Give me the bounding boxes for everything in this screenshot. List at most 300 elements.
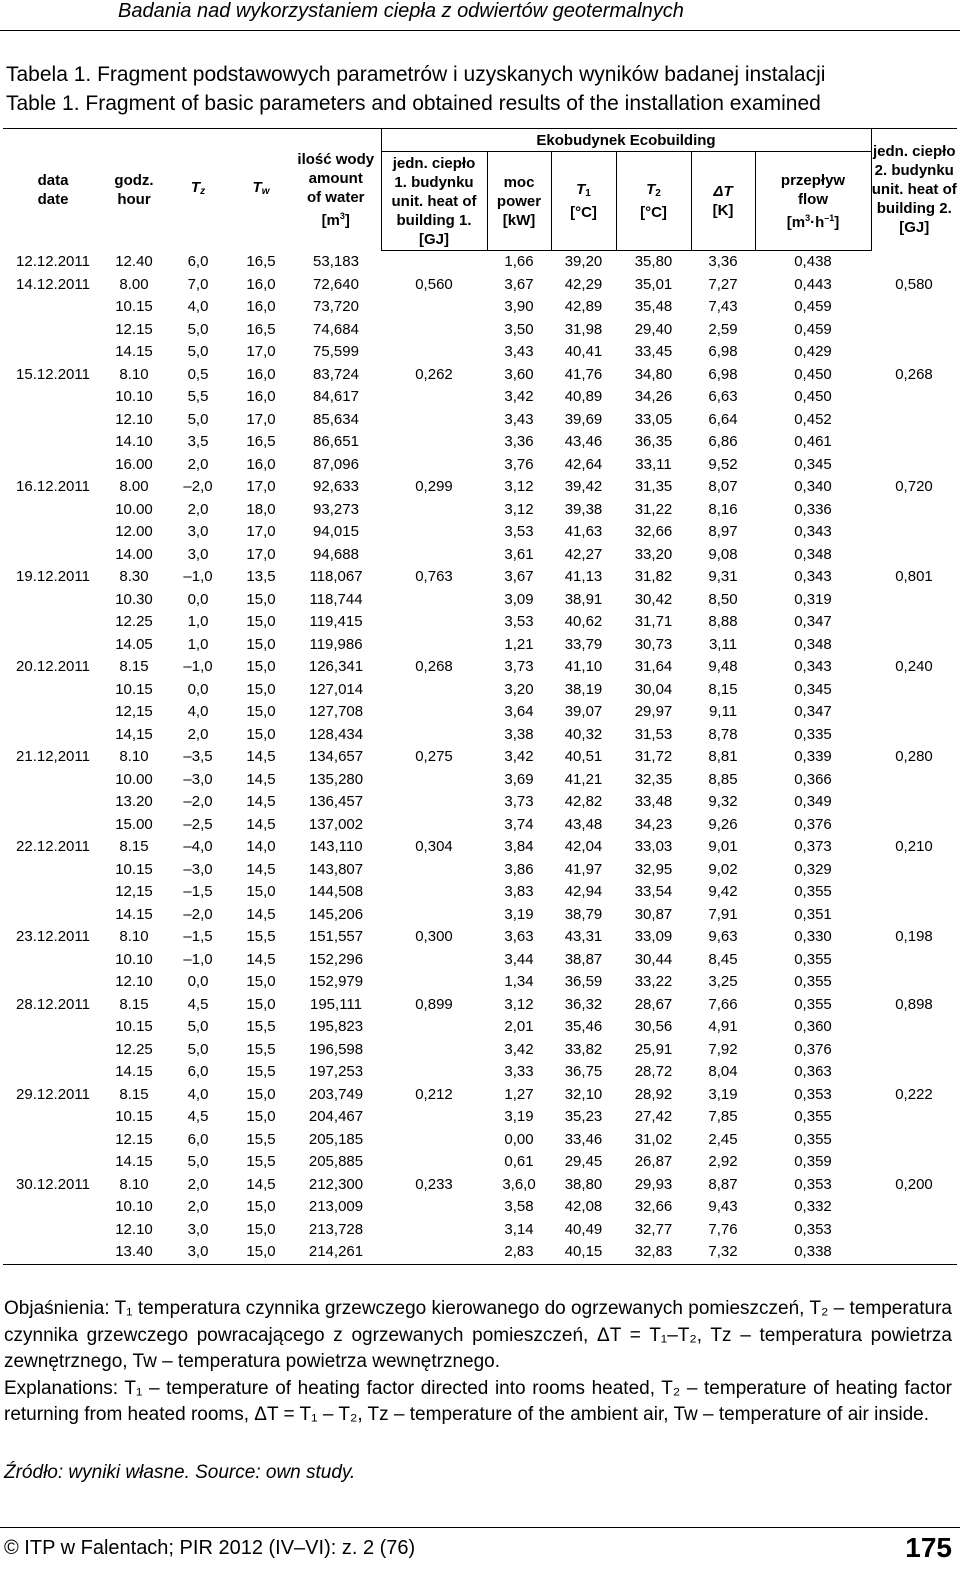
cell-tz: 3,0 — [187, 545, 209, 563]
cell-tw: 14,5 — [246, 1175, 276, 1193]
cell-flow: 0,438 — [794, 253, 832, 270]
cell-heat1: 0,304 — [415, 838, 453, 855]
cell-hour: 8.15 — [119, 838, 149, 855]
cell-dt: 7,91 — [708, 905, 738, 923]
cell-tz: 3,5 — [187, 433, 209, 450]
cell-tz: 2,0 — [187, 725, 209, 743]
cell-power: 3,58 — [504, 1198, 534, 1215]
cell-tz: –2,0 — [183, 793, 213, 810]
cell-heat2 — [871, 1061, 957, 1084]
cell-date — [3, 679, 103, 702]
table-row — [3, 1106, 957, 1129]
cell-t1: 35,46 — [564, 1018, 603, 1035]
cell-tz: 5,0 — [187, 1040, 209, 1058]
cell-power: 3,53 — [504, 613, 534, 630]
cell-t1: 39,38 — [564, 500, 603, 518]
cell-heat1: 0,262 — [415, 365, 453, 383]
table-row — [3, 656, 957, 679]
cell-t1: 29,45 — [564, 1153, 603, 1170]
table-row — [3, 769, 957, 792]
cell-power: 3,44 — [504, 950, 534, 968]
cell-water: 84,617 — [313, 388, 359, 405]
cell-tz: 5,0 — [187, 410, 209, 428]
cell-water: 87,096 — [313, 455, 359, 473]
cell-water: 213,728 — [308, 1220, 364, 1238]
cell-tw: 15,0 — [246, 725, 276, 743]
cell-water: 205,185 — [308, 1130, 364, 1148]
cell-heat1 — [381, 1151, 487, 1174]
cell-hour: 12,15 — [115, 703, 153, 720]
cell-flow: 0,360 — [794, 1018, 832, 1035]
cell-water: 83,724 — [313, 365, 359, 383]
cell-heat1: 0,763 — [415, 568, 453, 585]
cell-tw: 15,0 — [246, 590, 276, 608]
cell-date: 28.12.2011 — [16, 995, 90, 1013]
cell-water: 119,415 — [309, 613, 363, 630]
cell-t1: 40,41 — [564, 343, 603, 360]
cell-date — [3, 814, 103, 837]
cell-water: 197,253 — [308, 1063, 364, 1080]
cell-power: 3,53 — [504, 523, 534, 540]
cell-hour: 10.30 — [115, 590, 153, 608]
cell-hour: 8.10 — [119, 928, 149, 945]
cell-water: 212,300 — [308, 1175, 364, 1193]
cell-flow: 0,319 — [794, 590, 832, 608]
cell-hour: 8.15 — [119, 658, 149, 675]
cell-t2: 34,23 — [634, 815, 673, 833]
explanations-en: Explanations: T₁ – temperature of heating factor directed into rooms heated, T₂ – temperature of heating factor returning from heated rooms, ΔT = T₁ – T₂, Tz – temperature of the ambient air, Tw – temperature of air inside. — [4, 1377, 952, 1425]
cell-power: 3,43 — [504, 410, 534, 428]
cell-heat1 — [381, 814, 487, 837]
table-row — [3, 296, 957, 319]
cell-flow: 0,349 — [794, 793, 832, 810]
cell-tw: 16,5 — [246, 252, 276, 270]
cell-tz: 2,0 — [187, 1175, 209, 1193]
cell-heat2: 0,222 — [895, 1085, 933, 1103]
table-row — [3, 1039, 957, 1062]
cell-flow: 0,353 — [794, 1085, 832, 1103]
cell-hour: 14.15 — [115, 343, 153, 360]
cell-tz: 6,0 — [187, 1063, 209, 1080]
cell-dt: 6,98 — [708, 343, 738, 360]
cell-heat1 — [381, 1039, 487, 1062]
table-row — [3, 476, 957, 499]
cell-power: 3,42 — [504, 748, 534, 765]
cell-heat2 — [871, 814, 957, 837]
cell-dt: 3,25 — [708, 973, 738, 990]
cell-tz: 4,5 — [187, 1108, 209, 1125]
cell-heat1 — [381, 904, 487, 927]
cell-t1: 41,97 — [564, 860, 603, 878]
cell-dt: 7,32 — [691, 1241, 755, 1264]
cell-tw: 14,5 — [246, 770, 276, 788]
cell-flow: 0,366 — [794, 770, 832, 788]
cell-dt: 3,11 — [708, 635, 738, 653]
cell-tw: 15,5 — [246, 928, 276, 945]
table-row — [3, 1219, 957, 1242]
cell-t2: 30,42 — [634, 590, 673, 608]
cell-date: 21.12,2011 — [16, 748, 90, 765]
cell-power: 3,67 — [504, 568, 534, 585]
col-flow-header: przepływ flow $[m^3\cdot h^{-1}]$ — [755, 152, 871, 251]
cell-heat2 — [871, 544, 957, 567]
cell-dt: 9,11 — [708, 703, 738, 720]
cell-hour: 16.00 — [115, 455, 153, 473]
cell-flow: 0,359 — [794, 1153, 832, 1170]
cell-heat1 — [381, 611, 487, 634]
col-dt-header: ΔT [K] — [691, 152, 755, 251]
cell-hour: 15.00 — [115, 815, 153, 833]
cell-date — [3, 949, 103, 972]
cell-tw: 14,0 — [246, 838, 276, 855]
table-row — [3, 1241, 957, 1264]
cell-hour: 12.25 — [115, 1040, 153, 1058]
cell-t2: 31,71 — [634, 613, 673, 630]
cell-water: 127,708 — [308, 703, 364, 720]
cell-date — [3, 859, 103, 882]
cell-dt: 8,88 — [708, 613, 738, 630]
cell-flow: 0,338 — [755, 1241, 871, 1264]
cell-flow: 0,459 — [794, 320, 832, 338]
cell-t1: 35,23 — [564, 1108, 603, 1125]
table-row — [3, 1016, 957, 1039]
table-row — [3, 679, 957, 702]
cell-heat1 — [381, 521, 487, 544]
cell-power: 3,12 — [504, 478, 534, 495]
table-row — [3, 746, 957, 769]
cell-tz: –2,0 — [183, 905, 213, 923]
cell-water: 128,434 — [308, 725, 364, 743]
cell-t2: 34,26 — [634, 388, 673, 405]
cell-hour: 14.00 — [115, 545, 153, 563]
cell-water: 203,749 — [308, 1085, 364, 1103]
cell-dt: 6,64 — [708, 410, 738, 428]
cell-water: 127,014 — [308, 680, 364, 698]
cell-dt: 6,86 — [708, 433, 738, 450]
cell-flow: 0,339 — [794, 748, 832, 765]
cell-flow: 0,376 — [794, 815, 832, 833]
table-row — [3, 791, 957, 814]
cell-t1: 41,10 — [564, 658, 603, 675]
cell-power: 1,34 — [504, 973, 534, 990]
cell-flow: 0,343 — [794, 523, 832, 540]
table-row — [3, 881, 957, 904]
cell-flow: 0,429 — [794, 343, 832, 360]
cell-heat1 — [381, 341, 487, 364]
cell-dt: 6,98 — [708, 365, 738, 383]
cell-water: 134,657 — [308, 748, 364, 765]
cell-heat1: 0,560 — [415, 275, 453, 293]
cell-dt: 6,63 — [708, 388, 738, 405]
cell-tz: 4,0 — [187, 703, 209, 720]
table-row — [3, 1084, 957, 1107]
cell-heat2: 0,198 — [895, 928, 933, 945]
cell-flow: 0,355 — [794, 950, 832, 968]
cell-t1: 36,59 — [564, 973, 603, 990]
cell-tz: 5,0 — [187, 1153, 209, 1170]
cell-water: 195,111 — [310, 995, 362, 1013]
cell-t1: 41,21 — [564, 770, 603, 788]
cell-t2: 35,48 — [634, 298, 673, 315]
explanations — [4, 1296, 952, 1429]
cell-heat1: 0,299 — [415, 478, 453, 495]
cell-dt: 8,50 — [708, 590, 738, 608]
cell-heat1 — [381, 791, 487, 814]
cell-tz: 0,0 — [187, 590, 209, 608]
cell-tw: 17,0 — [246, 410, 276, 428]
cell-t2: 32,83 — [616, 1241, 691, 1264]
cell-tw: 16,0 — [246, 365, 276, 383]
cell-power: 3,63 — [504, 928, 534, 945]
cell-water: 94,015 — [313, 523, 359, 540]
cell-heat1 — [381, 296, 487, 319]
cell-flow: 0,335 — [794, 725, 832, 743]
cell-flow: 0,452 — [794, 410, 832, 428]
table-caption-pl: Tabela 1. Fragment podstawowych parametrów i uzyskanych wyników badanej instalacji — [6, 63, 826, 86]
cell-flow: 0,345 — [794, 680, 832, 698]
cell-heat2 — [871, 1016, 957, 1039]
cell-t1: 38,87 — [564, 950, 603, 968]
cell-heat1 — [381, 1061, 487, 1084]
table-row — [3, 386, 957, 409]
cell-flow: 0,355 — [794, 1130, 832, 1148]
cell-flow: 0,355 — [794, 995, 832, 1013]
cell-date — [3, 589, 103, 612]
cell-tz: 5,0 — [187, 343, 209, 360]
cell-heat2 — [871, 1241, 957, 1264]
cell-date: 15.12.2011 — [16, 365, 90, 383]
cell-hour: 14.05 — [115, 635, 153, 653]
cell-tw: 17,0 — [246, 523, 276, 540]
cell-dt: 9,42 — [708, 883, 738, 900]
cell-hour: 12,15 — [115, 883, 153, 900]
cell-tw: 14,5 — [246, 815, 276, 833]
cell-heat2: 0,240 — [895, 658, 933, 675]
table-row — [3, 566, 957, 589]
cell-t2: 31,02 — [634, 1130, 673, 1148]
cell-power: 3,42 — [504, 388, 534, 405]
cell-flow: 0,373 — [794, 838, 832, 855]
cell-t2: 29,93 — [634, 1175, 673, 1193]
cell-t2: 33,54 — [634, 883, 673, 900]
col-water-header: ilość wody amount of water $[m^3]$ — [291, 129, 381, 251]
cell-water: 94,688 — [313, 545, 359, 563]
cell-flow: 0,329 — [794, 860, 832, 878]
table-row — [3, 814, 957, 837]
cell-power: 3,90 — [504, 298, 534, 315]
cell-t1: 33,79 — [564, 635, 603, 653]
cell-t1: 38,19 — [564, 680, 603, 698]
cell-power: 3,60 — [504, 365, 534, 383]
col-t2-header: $T_2$ [°C] — [616, 152, 691, 251]
table-row — [3, 611, 957, 634]
cell-tz: –4,0 — [183, 838, 213, 855]
cell-tw: 15,5 — [246, 1018, 276, 1035]
cell-t1: 40,32 — [564, 725, 603, 743]
source-note: Źródło: wyniki własne. Source: own study. — [4, 1462, 356, 1483]
cell-heat1 — [381, 589, 487, 612]
cell-power: 3,50 — [504, 320, 534, 338]
cell-date — [3, 521, 103, 544]
cell-tw: 15,0 — [246, 703, 276, 720]
cell-hour: 12.15 — [115, 320, 153, 338]
cell-heat2 — [871, 1151, 957, 1174]
cell-hour: 12.10 — [115, 973, 153, 990]
cell-flow: 0,355 — [794, 883, 832, 900]
cell-date: 14.12.2011 — [16, 275, 90, 293]
cell-hour: 12.10 — [115, 1220, 153, 1238]
cell-dt: 9,32 — [708, 793, 738, 810]
cell-tz: 1,0 — [187, 635, 209, 653]
cell-flow: 0,345 — [794, 455, 832, 473]
cell-tz: 6,0 — [187, 252, 209, 270]
cell-dt: 2,45 — [708, 1130, 738, 1148]
cell-hour: 12.40 — [115, 252, 153, 270]
cell-flow: 0,332 — [794, 1198, 832, 1215]
cell-power: 0,00 — [504, 1130, 534, 1148]
cell-tw: 18,0 — [246, 500, 276, 518]
cell-power: 3,69 — [504, 770, 534, 788]
cell-heat2: 0,268 — [895, 365, 933, 383]
cell-date — [3, 634, 103, 657]
cell-hour: 8.00 — [119, 478, 149, 495]
cell-date: 16.12.2011 — [16, 478, 90, 495]
cell-heat2 — [871, 431, 957, 454]
cell-date: 19.12.2011 — [16, 568, 90, 585]
cell-power: 3,14 — [504, 1220, 534, 1238]
cell-t1: 39,20 — [564, 253, 603, 270]
cell-tw: 17,0 — [246, 343, 276, 360]
table-row — [3, 724, 957, 747]
cell-hour: 14.15 — [115, 1153, 153, 1170]
cell-heat2 — [871, 296, 957, 319]
cell-power: 3,64 — [504, 703, 534, 720]
cell-heat1 — [381, 724, 487, 747]
cell-power: 3,19 — [504, 1108, 534, 1125]
cell-tz: 4,0 — [187, 1085, 209, 1103]
cell-dt: 7,76 — [708, 1220, 738, 1238]
cell-hour: 8.10 — [119, 365, 149, 383]
cell-t2: 32,66 — [634, 523, 673, 540]
cell-water: 118,744 — [309, 590, 363, 608]
cell-tw: 16,0 — [246, 275, 276, 293]
cell-date — [3, 1151, 103, 1174]
cell-flow: 0,461 — [794, 433, 832, 450]
cell-hour: 14.10 — [115, 433, 153, 450]
cell-tz: 3,0 — [165, 1241, 231, 1264]
col-hour-header: godz. hour — [103, 129, 165, 251]
cell-date — [3, 499, 103, 522]
cell-hour: 10.15 — [115, 1108, 153, 1125]
cell-water: 118,067 — [309, 568, 363, 585]
cell-t2: 30,44 — [634, 950, 673, 968]
cell-dt: 8,81 — [708, 748, 738, 765]
cell-power: 3,73 — [504, 658, 534, 675]
cell-power: 3,67 — [504, 275, 534, 293]
cell-hour: 10.00 — [115, 500, 153, 518]
cell-date — [3, 1106, 103, 1129]
cell-power: 3,42 — [504, 1040, 534, 1058]
cell-t1: 36,75 — [564, 1063, 603, 1080]
cell-hour: 14.15 — [115, 905, 153, 923]
table-row — [3, 319, 957, 342]
cell-heat1 — [381, 679, 487, 702]
cell-flow: 0,443 — [794, 275, 832, 293]
cell-tz: 5,0 — [187, 1018, 209, 1035]
cell-dt: 7,43 — [708, 298, 738, 315]
cell-dt: 4,91 — [708, 1018, 738, 1035]
cell-water: 196,598 — [308, 1040, 364, 1058]
cell-tz: 4,5 — [187, 995, 209, 1013]
cell-dt: 7,27 — [708, 275, 738, 293]
cell-date — [3, 296, 103, 319]
cell-t2: 30,04 — [634, 680, 673, 698]
cell-t1: 42,64 — [564, 455, 603, 473]
cell-power: 3,73 — [504, 793, 534, 810]
cell-heat2: 0,720 — [895, 478, 933, 495]
cell-dt: 8,78 — [708, 725, 738, 743]
cell-flow: 0,355 — [794, 1108, 832, 1125]
col-tw-header: $T_w$ — [231, 129, 291, 251]
cell-water: 143,110 — [309, 838, 363, 855]
cell-water: 152,979 — [308, 973, 364, 990]
table-row — [3, 499, 957, 522]
cell-t2: 33,11 — [635, 455, 672, 473]
cell-flow: 0,450 — [794, 388, 832, 405]
cell-hour: 10.15 — [115, 680, 153, 698]
cell-power: 3,61 — [504, 545, 534, 563]
cell-hour: 13.40 — [103, 1241, 165, 1264]
cell-t2: 29,97 — [634, 703, 673, 720]
cell-t1: 39,07 — [564, 703, 603, 720]
cell-flow: 0,450 — [794, 365, 832, 383]
cell-flow: 0,351 — [794, 905, 832, 923]
cell-t2: 33,22 — [634, 973, 673, 990]
cell-t2: 35,80 — [634, 253, 673, 270]
table-row — [3, 859, 957, 882]
col-t1-header: $T_1$ [°C] — [551, 152, 616, 251]
cell-power: 3,43 — [504, 343, 534, 360]
cell-flow: 0,363 — [794, 1063, 832, 1080]
cell-date — [3, 431, 103, 454]
cell-t2: 36,35 — [634, 433, 673, 450]
cell-date: 20.12.2011 — [16, 658, 90, 675]
cell-tw: 16,0 — [246, 455, 276, 473]
cell-heat2 — [871, 589, 957, 612]
cell-tz: –3,0 — [183, 770, 213, 788]
cell-dt: 8,16 — [708, 500, 738, 518]
cell-tz: 5,0 — [187, 320, 209, 338]
cell-tw: 15,0 — [246, 973, 276, 990]
cell-water: 204,467 — [308, 1108, 364, 1125]
cell-water: 74,684 — [313, 320, 359, 338]
cell-power: 3,19 — [504, 905, 534, 923]
cell-heat1 — [381, 949, 487, 972]
cell-heat1 — [381, 1219, 487, 1242]
cell-heat1 — [381, 1241, 487, 1264]
table-row — [3, 521, 957, 544]
cell-tz: 5,5 — [187, 388, 209, 405]
cell-t1: 40,62 — [564, 613, 603, 630]
footer-citation: © ITP w Falentach; PIR 2012 (IV–VI): z. 2 (76) — [4, 1537, 416, 1559]
cell-heat2 — [871, 1129, 957, 1152]
cell-date: 12.12.2011 — [16, 252, 90, 270]
cell-date — [3, 1241, 103, 1264]
cell-flow: 0,459 — [794, 298, 832, 315]
cell-tw: 15,0 — [246, 1220, 276, 1238]
cell-heat1 — [381, 769, 487, 792]
cell-heat2 — [871, 971, 957, 994]
